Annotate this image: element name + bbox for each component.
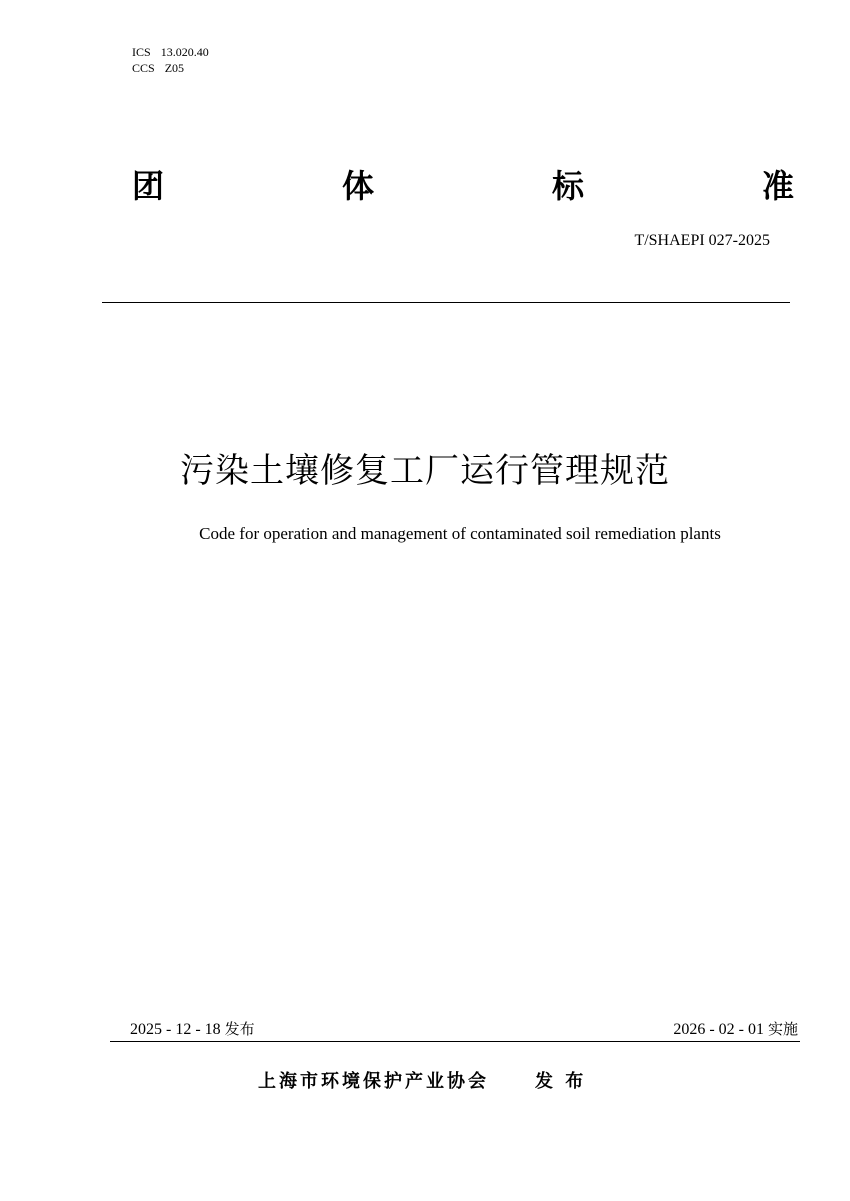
publish-label: 发布: [224, 1020, 255, 1038]
publisher-line: [258, 1067, 586, 1093]
ccs-code: Z05: [164, 61, 185, 75]
publisher-name: 上海市环境保护产业协会: [258, 1071, 489, 1092]
standard-type-char: 体: [341, 167, 374, 205]
footer-divider: [110, 1041, 800, 1042]
date-row: [130, 1018, 798, 1039]
standard-type-char: 准: [761, 167, 794, 205]
implement-date-group: [673, 1018, 798, 1039]
standard-type-char: 团: [132, 167, 165, 205]
publish-date-group: [130, 1018, 255, 1039]
implement-date: 2026 - 02 - 01: [673, 1021, 764, 1038]
header-divider: [102, 302, 790, 303]
publish-date: 2025 - 12 - 18: [130, 1021, 221, 1038]
ics-label: ICS: [132, 45, 151, 59]
ccs-label: CCS: [132, 61, 155, 75]
standard-type-heading: [132, 166, 794, 206]
standard-number: T/SHAEPI 027-2025: [634, 232, 770, 249]
document-title-cn: 污染土壤修复工厂运行管理规范: [180, 451, 670, 491]
ccs-row: [132, 60, 209, 76]
ics-row: [132, 44, 209, 60]
document-title-en: Code for operation and management of contaminated soil remediation plants: [199, 524, 721, 543]
implement-label: 实施: [767, 1020, 798, 1038]
publisher-action: 发 布: [535, 1071, 587, 1092]
standard-type-char: 标: [551, 167, 584, 205]
classification-block: [132, 44, 209, 76]
ics-code: 13.020.40: [160, 45, 209, 59]
